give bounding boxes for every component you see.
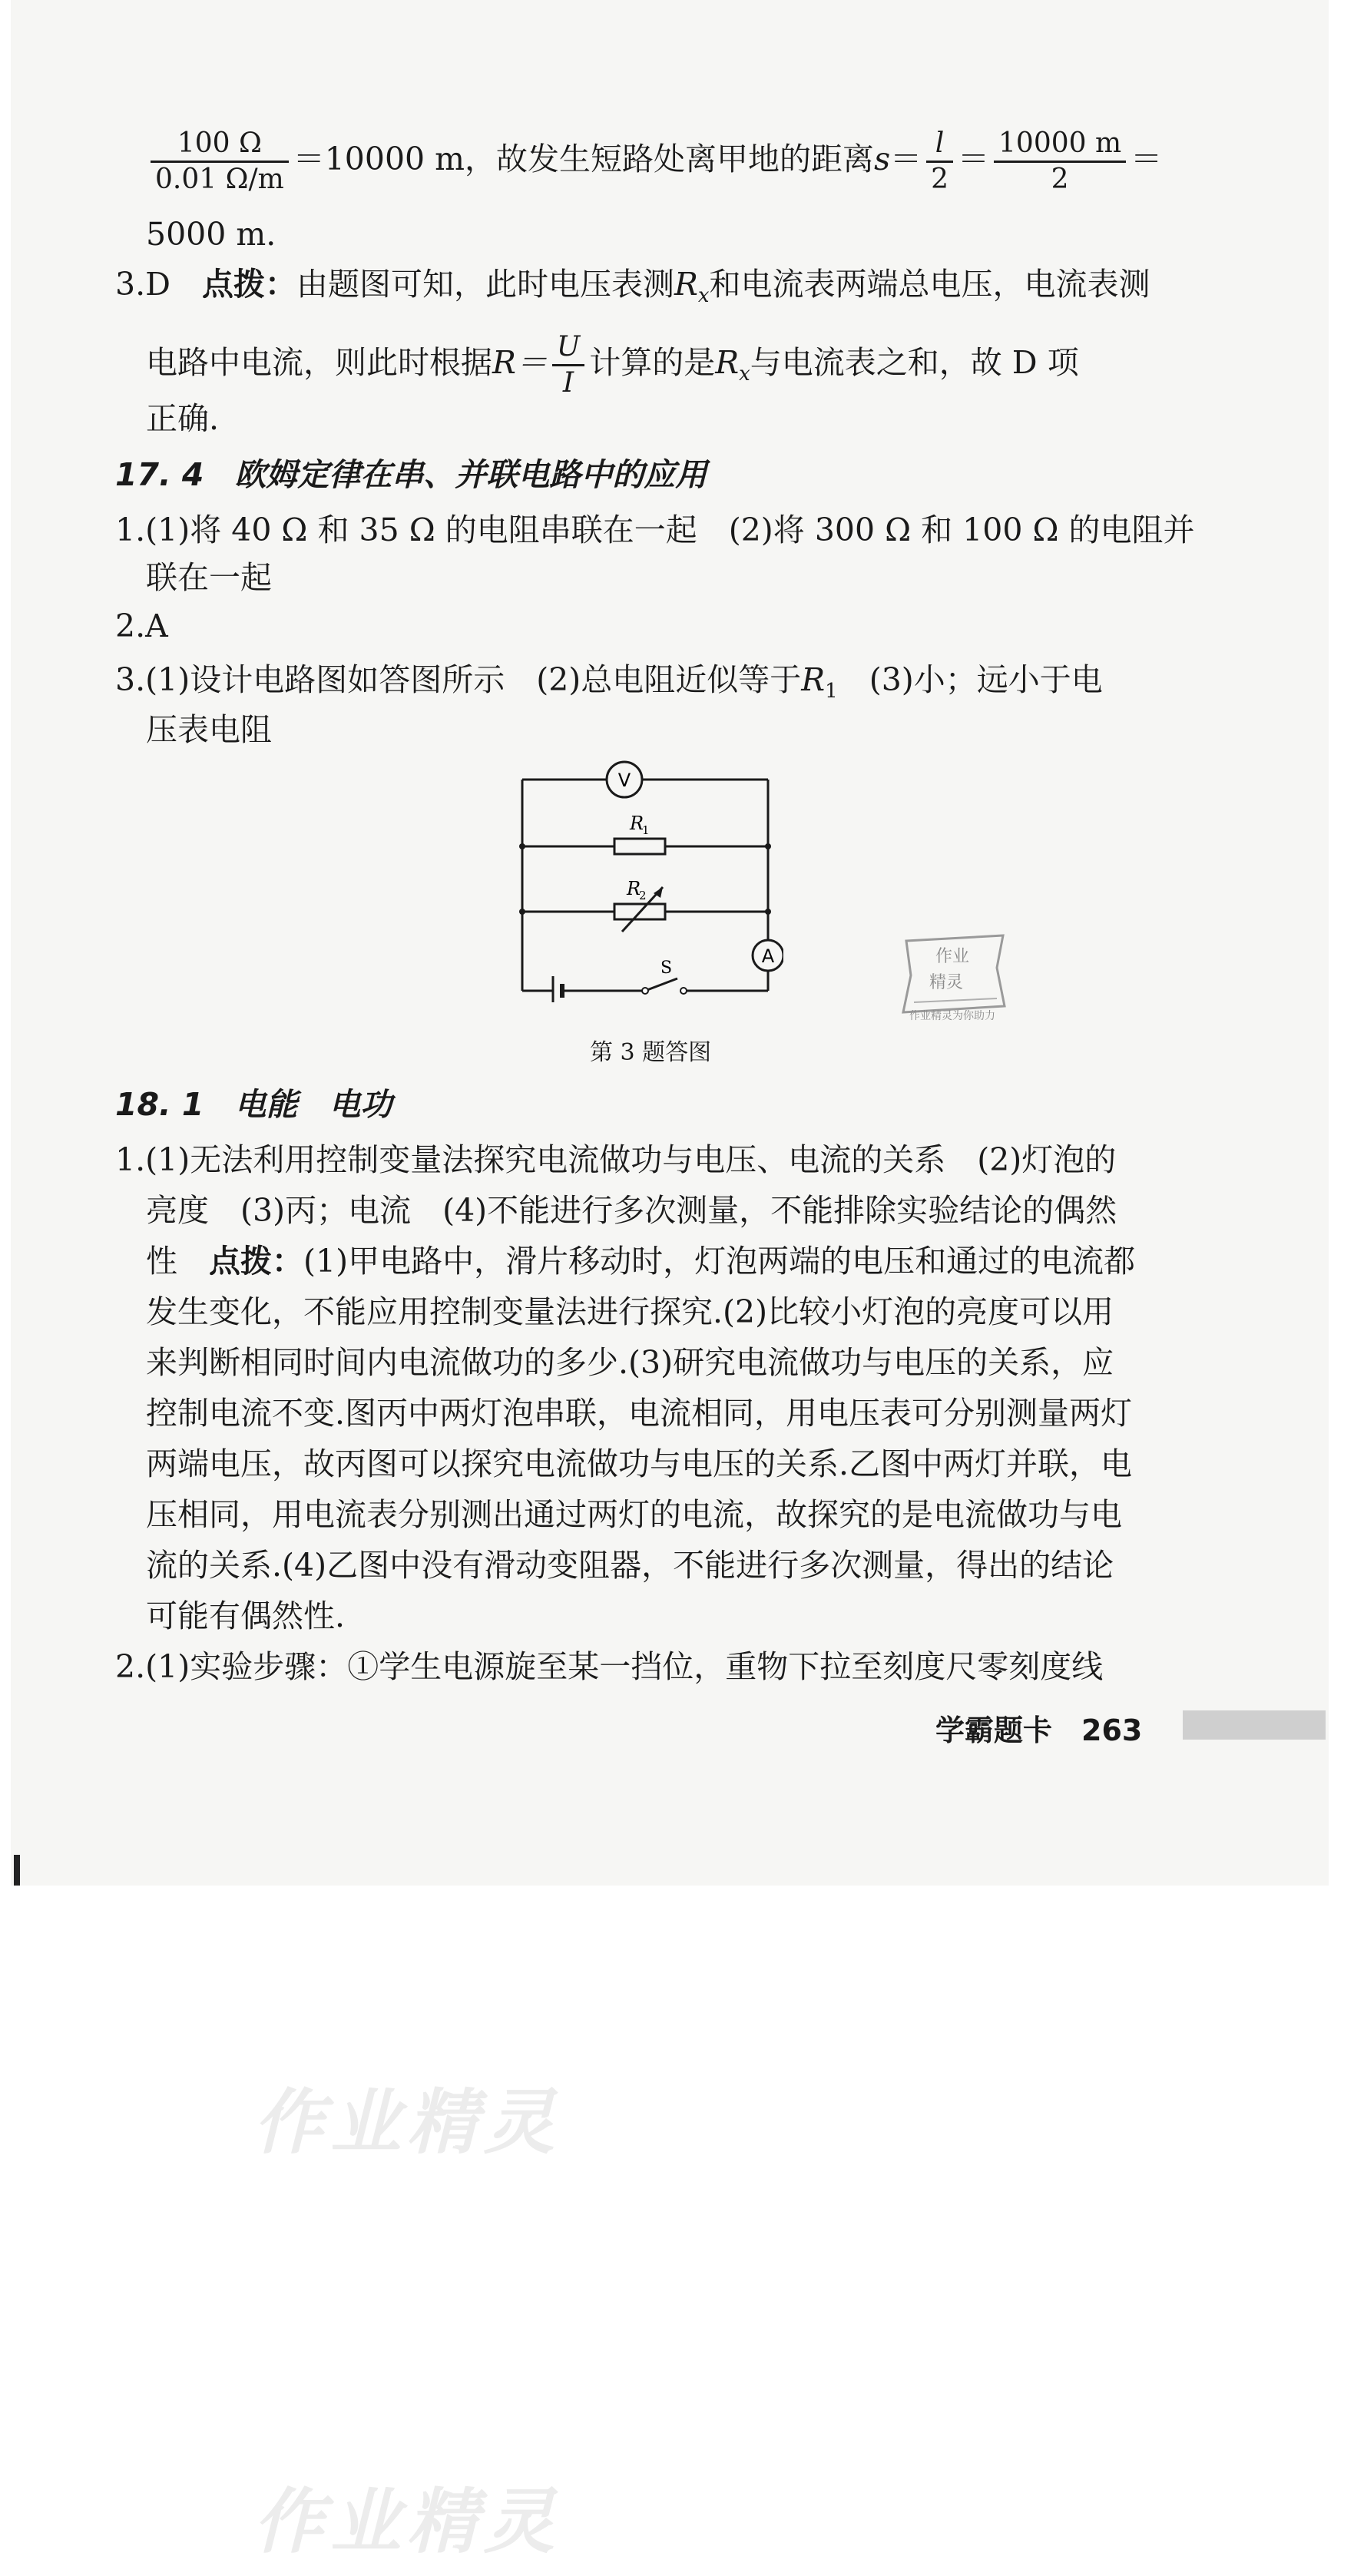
s2-q1-line-10: 可能有偶然性. (146, 1598, 346, 1634)
circuit-diagram (507, 757, 783, 1002)
r2-sub: 2 (639, 889, 647, 902)
fraction-u-over-i: $\frac{U}{I}$ (552, 330, 584, 400)
s2-q2-line-1: 2.(1)实验步骤：①学生电源旋至某一挡位，重物下拉至刻度尺零刻度线 (115, 1648, 1104, 1685)
s1-q1-line-2: 联在一起 (146, 559, 272, 596)
calc-line-1: $\frac{100 \Omega}{0.01 \Omega/m}$ ＝10000 m，故发生短路处离甲地的距离s＝ $\frac{l}{2}$ ＝ $\frac{10000 m}{2}$ ＝ (146, 127, 1162, 197)
r2-label: R (627, 878, 641, 899)
s2-q1-line-2: 亮度 (3)丙；电流 (4)不能进行多次测量，不能排除实验结论的偶然 (146, 1192, 1117, 1229)
s1-q3-line-2: 压表电阻 (146, 711, 272, 748)
svg-text:A: A (761, 945, 775, 967)
page-number: 263 (1081, 1713, 1143, 1747)
ammeter-symbol (753, 940, 783, 971)
voltmeter-symbol (607, 762, 642, 797)
r1-label: R (630, 813, 644, 834)
section-heading-18-1: 18. 1 电能 电功 (115, 1086, 392, 1123)
fraction-10000-over-2: $\frac{10000 m}{2}$ (994, 127, 1126, 197)
footer-bar (1183, 1710, 1326, 1740)
stamp-line-3: 作业精灵为你助力 (909, 1010, 995, 1022)
s2-q1-line-4: 发生变化，不能应用控制变量法进行探究.(2)比较小灯泡的亮度可以用 (146, 1293, 1114, 1330)
s2-q1-line-5: 来判断相同时间内电流做功的多少.(3)研究电流做功与电压的关系，应 (146, 1344, 1114, 1381)
stamp-line-1: 作业 (935, 947, 970, 966)
watermark-2: 作业精灵 (253, 2481, 561, 2563)
s1-q2-line-1: 2.A (115, 608, 168, 644)
s2-q1-line-9: 流的关系.(4)乙图中没有滑动变阻器，不能进行多次测量，得出的结论 (146, 1547, 1114, 1584)
s2-q1-line-1: 1.(1)无法利用控制变量法探究电流做功与电压、电流的关系 (2)灯泡的 (115, 1141, 1117, 1178)
switch-label: S (660, 959, 673, 978)
svg-text:V: V (617, 770, 631, 791)
stamp-line-2: 精灵 (929, 973, 964, 992)
calc-line-2: 5000 m. (146, 216, 276, 253)
s2-q1-line-3: 性 点拨：(1)甲电路中，滑片移动时，灯泡两端的电压和通过的电流都 (146, 1243, 1136, 1280)
fraction-l-over-2: $\frac{l}{2}$ (926, 127, 953, 197)
q3-line-1: 3.D 点拨：由题图可知，此时电压表测$R_x$和电流表两端总电压，电流表测 (115, 266, 1150, 308)
watermark-1: 作业精灵 (253, 2081, 561, 2164)
s2-q1-line-6: 控制电流不变.图丙中两灯泡串联，电流相同，用电压表可分别测量两灯 (146, 1395, 1133, 1432)
s2-q1-line-7: 两端电压，故丙图可以探究电流做功与电压的关系.乙图中两灯并联，电 (146, 1445, 1133, 1482)
q3-line-2: 电路中电流，则此时根据R＝ $\frac{U}{I}$ 计算的是$R_x$与电流表之和，故 D 项 (146, 331, 1079, 399)
section-heading-17-4: 17. 4 欧姆定律在串、并联电路中的应用 (115, 456, 707, 493)
s1-q1-line-1: 1.(1)将 40 Ω 和 35 Ω 的电阻串联在一起 (2)将 300 Ω 和 100 Ω 的电阻并 (115, 512, 1195, 548)
figure-caption: 第 3 题答图 (590, 1039, 712, 1066)
scan-edge-mark (14, 1855, 20, 1886)
s1-q3-line-1: 3.(1)设计电路图如答图所示 (2)总电阻近似等于$R_1$ (3)小；远小于电 (115, 661, 1103, 704)
s2-q1-line-8: 压相同，用电流表分别测出通过两灯的电流，故探究的是电流做功与电 (146, 1496, 1122, 1533)
footer-label: 学霸题卡 263 (935, 1713, 1143, 1747)
fraction-resistance: $\frac{100 \Omega}{0.01 \Omega/m}$ (151, 127, 289, 197)
r1-sub: 1 (642, 823, 650, 837)
q3-line-3: 正确. (146, 400, 220, 437)
